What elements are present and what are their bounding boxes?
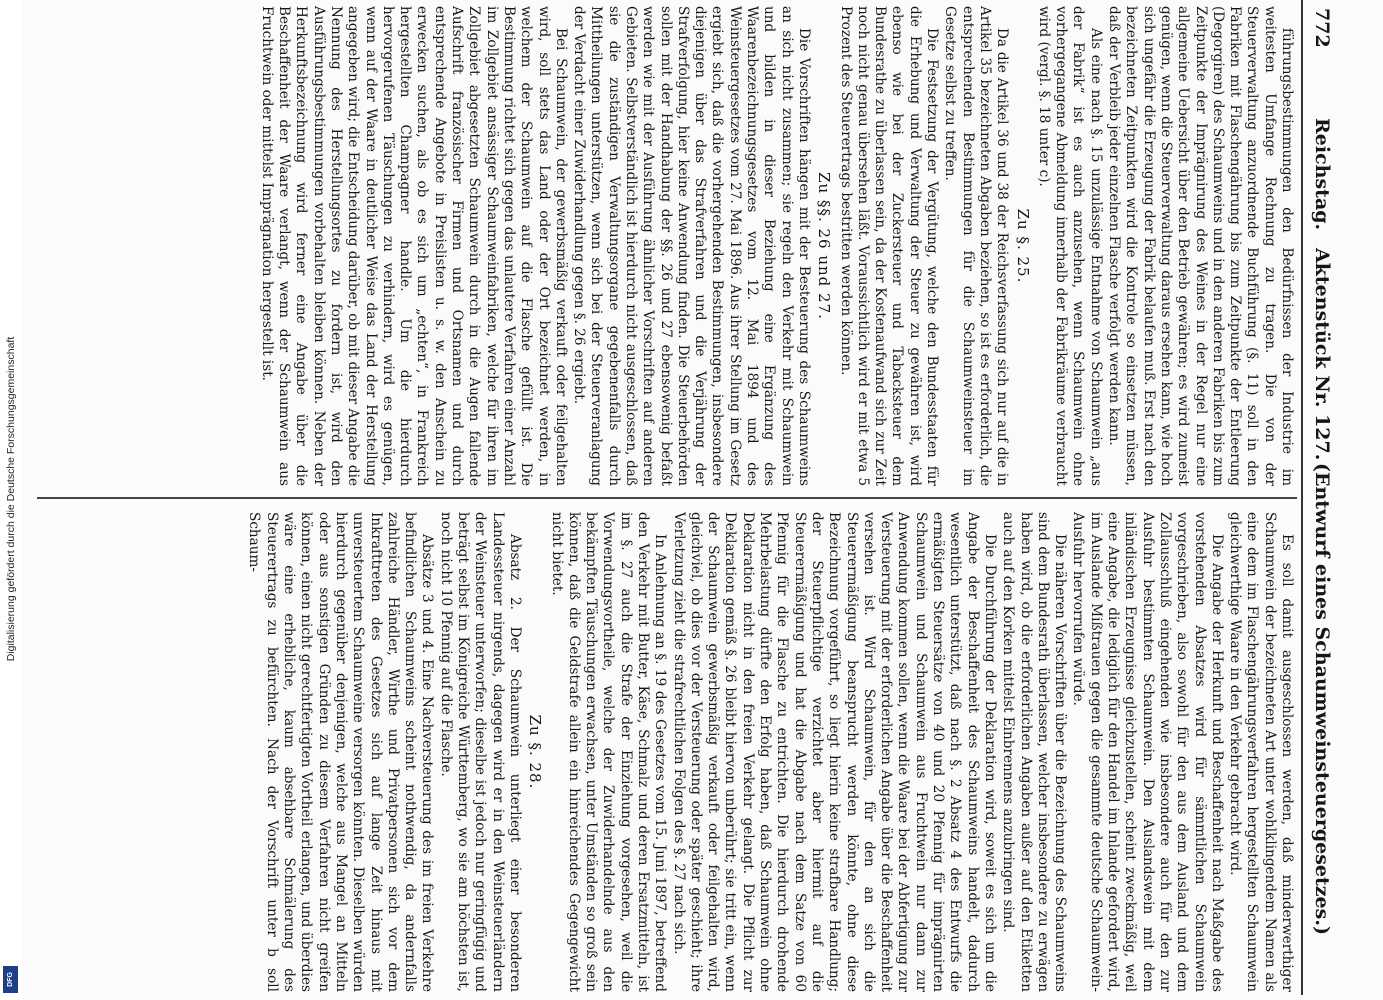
paragraph: Absatz 2. Der Schaumwein unterliegt einer besonderen Landessteuer nirgends, dagegen wird er in den Weinsteuerländern der Weinsteuer unterworfen; dieselbe ist jedoch nur geringfügig und beträgt selbst im Königreiche Württemberg, wo sie am höchsten ist, noch nicht 10 Pfennig auf die Flasche. [437, 512, 523, 992]
column-divider [37, 497, 1297, 499]
document-title: (Entwurf eines Schaumweinsteuergesetzes.) [1311, 463, 1333, 935]
paragraph: Die Festsetzung der Vergütung, welche den Bundesstaaten für die Erhebung und Verwaltung der Steuer zu gewähren ist, wird ebenso wie bei der Zuckersteuer und Tabacksteuer dem Bundesrathe zu überlassen sein, da der Kostenaufwand sich zur Zeit noch nicht genau übersehen läßt. Voraussichtlich wird er mit etwa 5 Prozent des Steuerertrags bestritten werden können. [837, 6, 941, 486]
paragraph: führungsbestimmungen den Bedürfnissen der Industrie im weitesten Umfange Rechnung zu tragen. Die von der Steuerverwaltung anzuordnende Buchführung (§. 11) soll in den Fabriken mit Flaschengährung bis zum Zeitpunkte der Entleerung (Degorgiren) des Schaumweins und in den anderen Fabriken bis zum Zeitpunkte der Imprägnirung des Weines in der Regel nur eine allgemeine Uebersicht über den Betrieb gewähren; es wird zumeist genügen, wenn die Steuerverwaltung daraus ersehen kann, wie hoch sich ungefähr die Erzeugung der Fabrik belaufen muß. Erst nach den bezeichneten Zeitpunkten wird die Kontrole so einsetzen müssen, daß der Verbleib jeder einzelnen Flasche verfolgt werden kann. [1106, 6, 1295, 486]
document-number: Aktenstück Nr. 127. [1311, 248, 1333, 461]
paragraph: Absätze 3 und 4. Eine Nachversteuerung des im freien Verkehre befindlichen Schaumweins scheint nothwendig, da andernfalls zahlreiche Händler, Wirthe und Privatpersonen sich vor dem Inkrafttreten des Gesetzes sich auf lange Zeit hinaus mit unversteuertem Schaumweine versorgen könnten. Dieselben würden hierdurch gegenüber denjenigen, welche aus Mangel an Mitteln oder aus sonstigen Gründen zu diesem Verfahren nicht greifen können, einen nicht gerechtfertigten Vortheil erlangen, und überdies wäre eine erhebliche, kaum absehbare Schmälerung des Steuerertrags zu befürchten. Nach der Vorschrift unter b soll Schaum- [246, 512, 436, 992]
page-number: 772 [1311, 8, 1333, 48]
right-column [33, 512, 1295, 992]
page-header [1305, 8, 1339, 988]
dfg-logo-text: DFG [7, 972, 14, 987]
paragraph: Als eine nach §. 15 unzulässige Entnahme von Schaumwein „aus der Fabrik“ ist es auch anzusehen, wenn Schaumwein ohne vorhergegangene Abmeldung innerhalb der Fabrikräume verbraucht wird (vergl. §. 18 unter c). [1035, 6, 1104, 486]
section-heading: Zu §§. 26 und 27. [815, 172, 834, 320]
section-heading: Zu §. 28. [526, 714, 545, 790]
left-margin-strip [0, 0, 22, 1000]
paragraph: Die näheren Vorschriften über die Bezeichnung des Schaumweins sind dem Bundesrath überlassen, welcher insbesondere zu erwägen haben wird, ob die erforderlichen Angaben außer auf den Etiketten auch auf den Korken mittelst Einbrennens anzubringen sind. [1000, 512, 1069, 992]
digitization-note: Digitalisierung gefördert durch die Deutsche Forschungsgemeinschaft [5, 336, 17, 662]
header-rule [1301, 0, 1303, 995]
section-heading: Zu §. 25. [1013, 208, 1032, 284]
rotated-document-page [27, 0, 1357, 1000]
dfg-logo [3, 966, 18, 993]
paragraph: Die Vorschriften hängen mit der Besteuerung des Schaumweins an sich nicht zusammen; sie regeln den Verkehr mit Schaumwein und bilden in dieser Beziehung eine Ergänzung des Waarenbezeichnungsgesetzes vom 12. Mai 1894 und des Weinsteuergesetzes vom 27. Mai 1896. Aus ihrer Stellung im Gesetz ergiebt sich, daß die vorhergehenden Bestimmungen, insbesondere diejenigen über das Strafverfahren und die Verjährung der Strafverfolgung, hier keine Anwendung finden. Die Steuerbehörden sollen mit der Handhabung der §§. 26 und 27 ebensowenig befaßt werden wie mit der Ausführung ähnlicher Vorschriften auf anderen Gebieten. Selbstverständlich ist hierdurch nicht ausgeschlossen, daß sie die zuständigen Verwaltungsorgane gegebenenfalls durch Mittheilungen unterstützen, wenn sich bei der Steuerveranlagung der Verdacht einer Zuwiderhandlung gegen §. 26 ergiebt. [571, 6, 812, 486]
paragraph: Die Durchführung der Deklaration wird, soweit es sich um die Angabe der Beschaffenheit des Schaumweins handelt, dadurch wesentlich unterstützt, daß nach §. 2 Absatz 4 des Entwurfs die ermäßigten Steuersätze von 40 und 20 Pfennig für imprägnirten Schaumwein und Schaumwein aus Fruchtwein nur dann zur Anwendung kommen sollen, wenn die Waare bei der Abfertigung zur Versteuerung mit der erforderlichen Angabe über die Beschaffenheit versehen ist. Wird Schaumwein, für den an sich die Steuerermäßigung beansprucht werden könnte, ohne diese Bezeichnung vorgeführt, so liegt hierin keine strafbare Handlung; der Steuerpflichtige verzichtet aber hiermit auf die Steuerermäßigung und hat die Abgabe nach dem Satze von 60 Pfennig für die Flasche zu entrichten. Die hierdurch drohende Mehrbelastung dürfte den Erfolg haben, daß Schaumwein ohne Deklaration nicht in den freien Verkehr gelangt. Die Pflicht zur Deklaration gemäß §. 26 bleibt hiervon unberührt; sie tritt ein, wenn der Schaumwein gewerbsmäßig verkauft oder feilgehalten wird, gleichviel, ob dies vor der Versteuerung oder später geschieht; ihre Verletzung zieht die strafrechtlichen Folgen des §. 27 nach sich. [670, 512, 998, 992]
paragraph: Es soll damit ausgeschlossen werden, daß minderwerthiger Schaumwein der bezeichneten Art unter wohlklingendem Namen als eine dem im Flaschengährungsverfahren hergestellten Schaumwein gleichwerthige Waare in den Verkehr gebracht wird. [1227, 512, 1295, 992]
paragraph: Da die Artikel 36 und 38 der Reichsverfassung sich nur auf die in Artikel 35 bezeichneten Abgaben beziehen, so ist es erforderlich, die entsprechenden Bestimmungen für die Schaumweinsteuer im Gesetze selbst zu treffen. [942, 6, 1011, 486]
paragraph: Bei Schaumwein, der gewerbsmäßig verkauft oder feilgehalten wird, soll stets das Land oder der Ort bezeichnet werden, in welchem der Schaumwein auf die Flasche gefüllt ist. Die Bestimmung richtet sich gegen das unlautere Verfahren einer Anzahl im Zollgebiet ansässiger Schaumweinfabriken, welche für ihren im Zollgebiet abgesetzten Schaumwein durch in die Augen fallende Aufschrift französischer Firmen und Ortsnamen und durch entsprechende Angebote in Preislisten u. s. w. den Anschein zu erwecken suchen, als ob es sich um „echten“, in Frankreich hergestellten Champagner handle. Um die hierdurch hervorgerufenen Täuschungen zu verhindern, wird es genügen, wenn auf der Waare in deutlicher Weise das Land der Herstellung angegeben wird; die Entscheidung darüber, ob mit dieser Angabe die Nennung des Herstellungsortes zu fordern ist, wird den Ausführungsbestimmungen vorbehalten bleiben können. Neben der Herkunftsbezeichnung wird ferner eine Angabe über die Beschaffenheit der Waare verlangt, wenn der Schaumwein aus Fruchtwein oder mittelst Imprägnation hergestellt ist. [258, 6, 569, 486]
paragraph: Die Angabe der Herkunft und Beschaffenheit nach Maßgabe des vorstehenden Absatzes wird für sämmtlichen Schaumwein vorgeschrieben, also sowohl für den aus dem Ausland und dem Zollausschluß eingehenden wie insbesondere auch für den zur Ausfuhr bestimmten Schaumwein. Den Auslandswein mit dem inländischen Erzeugnisse gleichzustellen, scheint zweckmäßig, weil eine Angabe, die lediglich für den Handel im Inlande gefordert wird, im Auslande Mißtrauen gegen die gesammte deutsche Schaumwein-Ausfuhr hervorrufen würde. [1070, 512, 1225, 992]
paragraph: In Anlehnung an §. 19 des Gesetzes vom 15. Juni 1897, betreffend den Verkehr mit Butter, Käse, Schmalz und deren Ersatzmitteln, ist im §. 27 auch die Strafe der Einziehung vorgesehen, weil die Vorwendungsvortheile, welche der Zuwiderhandelnde aus den bekämpften Täuschungen erwachsen, unter Umständen so groß sein können, daß die Geldstrafe allein ein hinreichendes Gegengewicht nicht bietet. [548, 512, 669, 992]
left-column [33, 6, 1295, 486]
journal-name: Reichstag. [1311, 118, 1333, 231]
